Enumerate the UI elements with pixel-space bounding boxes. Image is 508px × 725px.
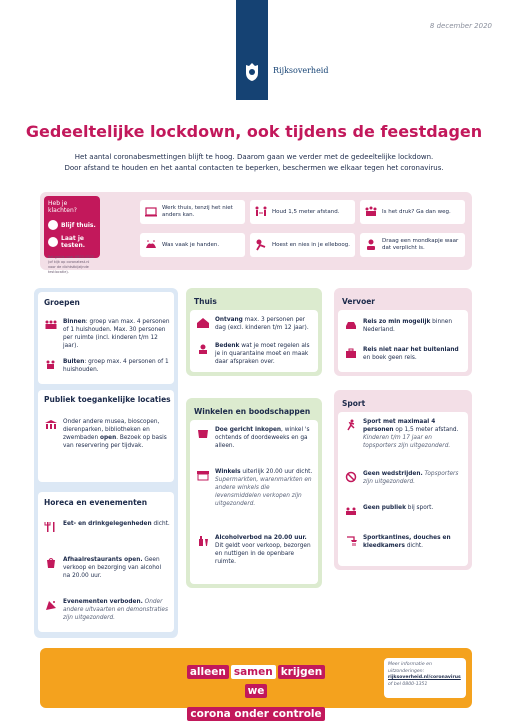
item-bold: Evenementen verboden.: [63, 599, 143, 605]
item-text: [363, 346, 464, 362]
more-info-box: [384, 658, 466, 698]
item-text: [63, 598, 170, 622]
alcohol-icon: [196, 535, 210, 547]
item-italic: Supermarkten, warenmarkten en andere winkels die levensmiddelen verkopen zijn uitgezonderd.: [215, 477, 312, 507]
groepen-title: Groepen: [44, 298, 80, 307]
intro-text: [0, 152, 508, 174]
sport-title: Sport: [342, 399, 366, 408]
tip-label: Is het druk? Ga dan weg.: [382, 208, 451, 215]
item-plain: bij sport.: [405, 505, 434, 511]
intro-line: Door afstand te houden en het aantal contacten te beperken, beschermen we elkaar tegen het coronavirus.: [64, 164, 444, 172]
item-plain: . Bezoek op basis van reservering per tijdvak.: [63, 435, 167, 449]
item-text: [363, 534, 464, 550]
item-bold: Alcoholverbod na 20.00 uur.: [215, 535, 307, 541]
tip-card: [360, 200, 465, 224]
quarantine-icon: [196, 343, 210, 355]
item-text: [63, 418, 170, 450]
item-bold: Sportkantines, douches en kleedkamers: [363, 535, 451, 549]
symptoms-item: [48, 235, 96, 249]
laptop-icon: [144, 205, 158, 219]
item-bold: Reis niet naar het buitenland: [363, 347, 459, 353]
item-plain: : groep max. 4 personen of 1 huishouden.: [63, 359, 169, 373]
slogan-word: we: [245, 684, 268, 698]
item-text: [363, 470, 464, 486]
item-text: [215, 534, 314, 566]
item-plain: , winkel 's ochtends of doordeweeks en ga alleen.: [215, 427, 310, 449]
sneeze-icon: [254, 238, 268, 252]
item-italic: Onder andere uitvaarten en demonstraties zijn uitgezonderd.: [63, 599, 168, 621]
item-text: [63, 556, 170, 580]
item-italic: Topsporters zijn uitgezonderd.: [363, 471, 459, 485]
symptoms-item-label: Blijf thuis.: [61, 221, 96, 229]
slogan-line: [176, 702, 336, 721]
symptoms-note: Bel gratis naar 0800-1202 (of kijk op coronatest.nl voor de dichtstbijzijnde testlocatie).: [48, 255, 94, 274]
item-bold: Geen publiek: [363, 505, 406, 511]
list-item: [344, 504, 464, 517]
page-title: Gedeeltelijke lockdown, ook tijdens de feestdagen: [25, 122, 483, 141]
runner-icon: [344, 419, 358, 431]
tip-label: Was vaak je handen.: [162, 241, 220, 248]
item-plain: Dit geldt voor verkoop, bezorgen en nuttigen in de openbare ruimte.: [215, 543, 311, 565]
list-item: [344, 418, 464, 450]
list-item: [344, 346, 464, 362]
slogan-word: alleen: [187, 665, 229, 679]
item-text: [363, 504, 433, 517]
no-audience-icon: [344, 505, 358, 517]
mask-icon: [364, 238, 378, 252]
shop-icon: [196, 469, 210, 481]
tip-card: [250, 200, 355, 224]
shopping-icon: [196, 427, 210, 439]
tip-label: Hoest en nies in je elleboog.: [272, 241, 350, 248]
logo-bar: [236, 0, 268, 100]
slogan-line: [176, 660, 336, 698]
item-plain: binnen Nederland.: [363, 319, 453, 333]
winkelen-title: Winkelen en boodschappen: [194, 407, 311, 416]
item-bold: Bedenk: [215, 343, 240, 349]
hands-icon: [144, 238, 158, 252]
symptoms-box: [44, 196, 100, 258]
list-item: [196, 342, 314, 366]
item-text: [215, 316, 314, 332]
slogan: [176, 660, 336, 725]
item-plain: max. 3 personen per dag (excl. kinderen t/m 12 jaar).: [215, 317, 309, 331]
takeaway-icon: [44, 557, 58, 569]
item-italic: Kinderen t/m 17 jaar en topsporters zijn uitgezonderd.: [363, 435, 451, 449]
item-text: [215, 468, 314, 508]
item-plain: uiterlijk 20.00 uur dicht.: [240, 469, 313, 475]
item-plain: op 1,5 meter afstand.: [393, 427, 459, 433]
symptoms-item: [48, 220, 96, 230]
list-item: [196, 534, 314, 566]
cutlery-icon: [44, 521, 58, 533]
crowd-icon: [364, 205, 378, 219]
car-icon: [344, 319, 358, 331]
item-bold: Binnen: [63, 319, 86, 325]
no-competition-icon: [344, 471, 358, 483]
item-plain: Onder andere musea, bioscopen, dierenparken, bibliotheken en zwembaden: [63, 419, 160, 441]
item-bold: Geen wedstrijden.: [363, 471, 423, 477]
list-item: [196, 316, 314, 332]
list-item: [44, 418, 170, 450]
more-info-link[interactable]: rijksoverheid.nl/coronavirus: [388, 675, 461, 680]
tip-card: [360, 233, 465, 257]
slogan-word: krijgen: [278, 665, 325, 679]
list-item: [44, 556, 170, 580]
symptoms-item-label: Laat je testen.: [61, 235, 85, 249]
tip-label: Houd 1,5 meter afstand.: [272, 208, 340, 215]
tip-card: [140, 200, 245, 224]
horeca-title: Horeca en evenementen: [44, 498, 148, 507]
item-bold: open: [100, 435, 117, 441]
item-text: [363, 418, 464, 450]
list-item: [344, 470, 464, 486]
list-item: [196, 468, 314, 508]
more-info-label: Meer informatie en uitzonderingen:: [388, 662, 432, 674]
slogan-word: corona onder controle: [187, 707, 324, 721]
test-icon: [48, 237, 58, 247]
logo-text: Rijksoverheid: [273, 66, 329, 75]
more-info-phone: of bel 0800-1351: [388, 681, 428, 687]
tip-label: Werk thuis, tenzij het niet anders kan.: [162, 205, 233, 218]
list-item: [44, 598, 170, 622]
item-bold: Afhaalrestaurants open.: [63, 557, 143, 563]
tip-label: Draag een mondkapje waar dat verplicht is.: [382, 238, 459, 251]
item-bold: Buiten: [63, 359, 85, 365]
vervoer-title: Vervoer: [342, 297, 376, 306]
tip-card: [140, 233, 245, 257]
outdoor-group-icon: [44, 359, 58, 371]
person-icon: [48, 220, 58, 230]
item-bold: Sport met maximaal 4 personen: [363, 419, 436, 433]
event-icon: [44, 599, 58, 611]
slogan-word: samen: [231, 665, 276, 679]
list-item: [196, 426, 314, 450]
item-bold: Eet- en drinkgelegenheden: [63, 521, 152, 527]
item-plain: dicht.: [151, 521, 170, 527]
item-text: [63, 358, 170, 374]
suitcase-icon: [344, 347, 358, 359]
item-bold: Winkels: [215, 469, 241, 475]
item-bold: Reis zo min mogelijk: [363, 319, 431, 325]
item-text: [215, 426, 314, 450]
item-text: [215, 342, 314, 366]
house-icon: [196, 317, 210, 329]
intro-line: Het aantal coronabesmettingen blijft te hoog. Daarom gaan we verder met de gedeeltelijke lockdown.: [74, 153, 434, 161]
item-plain: en boek geen reis.: [363, 355, 417, 361]
item-plain: wat je moet regelen als je in quarantaine moet en maak daar afspraken over.: [215, 343, 310, 365]
publiek-title: Publiek toegankelijke locaties: [44, 395, 171, 404]
list-item: [344, 534, 464, 550]
tip-card: [250, 233, 355, 257]
item-plain: dicht.: [404, 543, 424, 549]
list-item: [44, 318, 170, 350]
item-text: [63, 520, 170, 533]
list-item: [44, 358, 170, 374]
date: 8 december 2020: [429, 22, 492, 30]
crest-icon: [243, 62, 261, 82]
symptoms-title: Heb je klachten?: [48, 200, 77, 214]
item-bold: Ontvang: [215, 317, 243, 323]
item-bold: Doe gericht inkopen: [215, 427, 282, 433]
item-text: [63, 318, 170, 350]
thuis-title: Thuis: [194, 297, 217, 306]
list-item: [44, 520, 170, 533]
group-icon: [44, 319, 58, 331]
museum-icon: [44, 419, 58, 431]
item-plain: Geen verkoop en bezorging van alcohol na 20.00 uur.: [63, 557, 162, 579]
list-item: [344, 318, 464, 334]
item-plain: : groep van max. 4 personen of 1 huishouden. Max. 30 personen per ruimte (incl. kinderen t/m 12 jaar).: [63, 319, 170, 349]
item-text: [363, 318, 464, 334]
distance-icon: [254, 205, 268, 219]
shower-icon: [344, 535, 358, 547]
